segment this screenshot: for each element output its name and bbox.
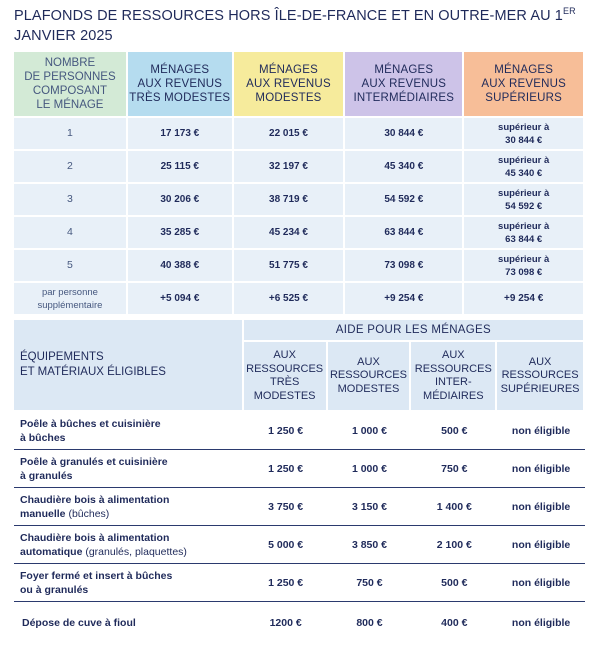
equipment-aid-table — [14, 320, 585, 644]
equipment-note: (bûches) — [65, 507, 110, 520]
aid-modest-cell: 3 150 € — [328, 488, 412, 526]
very-modest-ceiling-cell: 35 285 € — [128, 217, 234, 250]
equipment-name: Poêle à granulés et cuisinière à granulés — [20, 455, 168, 482]
aid-higher-cell: non éligible — [497, 412, 585, 450]
aid-very-modest-cell: 3 750 € — [244, 488, 328, 526]
higher-ceiling-cell: +9 254 € — [464, 283, 585, 316]
subheader-very-modest: AUX RESSOURCES TRÈS MODESTES — [244, 342, 328, 412]
intermediate-ceiling-cell: 73 098 € — [345, 250, 464, 283]
income-table-row — [14, 118, 585, 151]
equipment-name: Foyer fermé et insert à bûches ou à granulés — [20, 569, 173, 596]
modest-ceiling-cell: 22 015 € — [234, 118, 346, 151]
equipment-note: (granulés, plaquettes) — [82, 545, 187, 558]
household-size-cell: 2 — [14, 151, 128, 184]
income-table-row — [14, 250, 585, 283]
aid-very-modest-cell: 1 250 € — [244, 450, 328, 488]
page-title — [14, 6, 584, 46]
aid-intermediate-cell: 1 400 € — [411, 488, 497, 526]
subheader-modest: AUX RESSOURCES MODESTES — [328, 342, 412, 412]
aid-higher-cell: non éligible — [497, 564, 585, 602]
aid-intermediate-cell: 400 € — [441, 617, 468, 629]
household-size-cell: 4 — [14, 217, 128, 250]
equipment-row — [14, 526, 585, 564]
aid-higher-cell: non éligible — [497, 526, 585, 564]
income-table-row — [14, 217, 585, 250]
aid-modest-cell: 1 000 € — [328, 450, 412, 488]
higher-ceiling-cell: supérieur à 45 340 € — [464, 151, 585, 184]
aid-table-header-row — [14, 320, 585, 342]
header-higher: MÉNAGES AUX REVENUS SUPÉRIEURS — [464, 52, 585, 118]
higher-ceiling-cell: supérieur à 54 592 € — [464, 184, 585, 217]
modest-ceiling-cell: 32 197 € — [234, 151, 346, 184]
equipment-label — [14, 564, 244, 602]
intermediate-ceiling-cell: +9 254 € — [345, 283, 464, 316]
equipment-label — [14, 450, 244, 488]
household-size-cell: 5 — [14, 250, 128, 283]
equipment-label — [14, 488, 244, 526]
header-aid: AIDE POUR LES MÉNAGES — [244, 320, 585, 342]
equipment-label — [14, 412, 244, 450]
title-superscript: ER — [562, 6, 576, 17]
equipment-row — [14, 602, 585, 644]
aid-modest-cell: 3 850 € — [328, 526, 412, 564]
equipment-name: Dépose de cuve à fioul — [22, 617, 136, 629]
header-intermediate: MÉNAGES AUX REVENUS INTERMÉDIAIRES — [345, 52, 464, 118]
title-continuation: JANVIER 2025 — [14, 28, 113, 44]
modest-ceiling-cell: 45 234 € — [234, 217, 346, 250]
aid-higher-cell: non éligible — [497, 450, 585, 488]
intermediate-ceiling-cell: 63 844 € — [345, 217, 464, 250]
aid-higher-cell: non éligible — [511, 617, 571, 629]
equipment-row — [14, 564, 585, 602]
equipment-name: Chaudière bois à alimentation automatique — [20, 531, 170, 558]
income-table-header-row — [14, 52, 585, 118]
income-table-row — [14, 283, 585, 316]
modest-ceiling-cell: 38 719 € — [234, 184, 346, 217]
income-ceiling-table — [14, 52, 585, 316]
aid-modest-cell: 1 000 € — [328, 412, 412, 450]
intermediate-ceiling-cell: 45 340 € — [345, 151, 464, 184]
equipment-row — [14, 450, 585, 488]
intermediate-ceiling-cell: 54 592 € — [345, 184, 464, 217]
very-modest-ceiling-cell: +5 094 € — [128, 283, 234, 316]
aid-higher-cell: non éligible — [497, 488, 585, 526]
aid-intermediate-cell: 2 100 € — [411, 526, 497, 564]
aid-intermediate-cell: 500 € — [411, 564, 497, 602]
income-table-row — [14, 151, 585, 184]
aid-very-modest-cell: 5 000 € — [244, 526, 328, 564]
equipment-row — [14, 488, 585, 526]
equipment-name: Poêle à bûches et cuisinière à bûches — [20, 417, 161, 444]
aid-very-modest-cell: 1 250 € — [244, 564, 328, 602]
subheader-higher: AUX RESSOURCES SUPÉRIEURES — [497, 342, 585, 412]
equipment-label — [14, 602, 244, 644]
income-table-row — [14, 184, 585, 217]
very-modest-ceiling-cell: 40 388 € — [128, 250, 234, 283]
intermediate-ceiling-cell: 30 844 € — [345, 118, 464, 151]
header-household-size: NOMBRE DE PERSONNES COMPOSANT LE MÉNAGE — [14, 52, 128, 118]
header-equipment: ÉQUIPEMENTS ET MATÉRIAUX ÉLIGIBLES — [14, 320, 244, 412]
equipment-label — [14, 526, 244, 564]
title-main: PLAFONDS DE RESSOURCES HORS ÎLE-DE-FRANCE ET EN OUTRE-MER AU 1 — [14, 8, 563, 24]
aid-very-modest-cell: 1 250 € — [244, 412, 328, 450]
modest-ceiling-cell: 51 775 € — [234, 250, 346, 283]
equipment-name: Chaudière bois à alimentation manuelle — [20, 493, 170, 520]
aid-intermediate-cell: 500 € — [411, 412, 497, 450]
higher-ceiling-cell: supérieur à 30 844 € — [464, 118, 585, 151]
header-very-modest: MÉNAGES AUX REVENUS TRÈS MODESTES — [128, 52, 234, 118]
aid-modest-cell: 750 € — [328, 564, 412, 602]
aid-modest-cell: 800 € — [356, 617, 383, 629]
very-modest-ceiling-cell: 30 206 € — [128, 184, 234, 217]
aid-very-modest-cell: 1200 € — [269, 617, 302, 629]
modest-ceiling-cell: +6 525 € — [234, 283, 346, 316]
aid-intermediate-cell: 750 € — [411, 450, 497, 488]
household-size-cell: 3 — [14, 184, 128, 217]
higher-ceiling-cell: supérieur à 63 844 € — [464, 217, 585, 250]
header-modest: MÉNAGES AUX REVENUS MODESTES — [234, 52, 346, 118]
very-modest-ceiling-cell: 17 173 € — [128, 118, 234, 151]
very-modest-ceiling-cell: 25 115 € — [128, 151, 234, 184]
higher-ceiling-cell: supérieur à 73 098 € — [464, 250, 585, 283]
household-size-cell: 1 — [14, 118, 128, 151]
household-size-cell: par personne supplémentaire — [14, 283, 128, 316]
subheader-intermediate: AUX RESSOURCES INTER- MÉDIAIRES — [411, 342, 497, 412]
equipment-row — [14, 412, 585, 450]
